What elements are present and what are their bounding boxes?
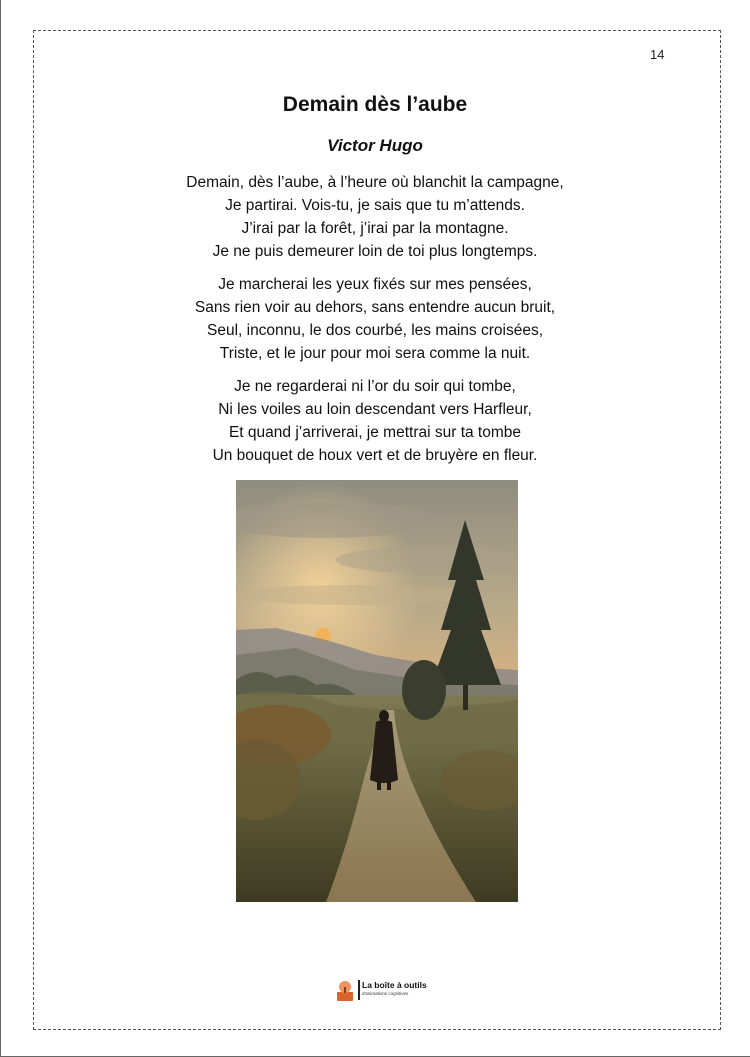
verse: Je marcherai les yeux fixés sur mes pensées, — [218, 276, 532, 293]
poem-title: Demain dès l’aube — [282, 93, 468, 116]
verse: J’irai par la forêt, j’irai par la montagne. — [241, 220, 509, 237]
verse: Je ne puis demeurer loin de toi plus longtemps. — [212, 243, 538, 260]
stanza-1 — [0, 171, 750, 263]
logo-title: La boîte à outils — [362, 980, 427, 990]
verse: Un bouquet de houx vert et de bruyère en fleur. — [212, 447, 538, 464]
verse: Triste, et le jour pour moi sera comme la nuit. — [219, 345, 531, 362]
stanza-3 — [0, 375, 750, 467]
verse: Ni les voiles au loin descendant vers Harfleur, — [218, 401, 532, 418]
verse: Je partirai. Vois-tu, je sais que tu m’attends. — [225, 197, 525, 214]
poem-author: Victor Hugo — [327, 136, 423, 155]
footer-logo — [333, 977, 428, 1005]
logo-divider — [358, 980, 360, 1000]
toolbox-tree-icon — [333, 978, 357, 1002]
stanza-2 — [0, 273, 750, 365]
painting-dawn-walker — [236, 480, 518, 902]
verse: Et quand j’arriverai, je mettrai sur ta tombe — [228, 424, 522, 441]
poem-text — [0, 171, 750, 477]
page-number: 14 — [650, 47, 665, 62]
verse: Demain, dès l’aube, à l’heure où blanchit la campagne, — [186, 174, 564, 191]
verse: Je ne regarderai ni l’or du soir qui tombe, — [234, 378, 516, 395]
verse: Sans rien voir au dehors, sans entendre aucun bruit, — [194, 299, 556, 316]
verse: Seul, inconnu, le dos courbé, les mains croisées, — [206, 322, 543, 339]
logo-subtitle: d'animations cognitives — [362, 991, 409, 996]
